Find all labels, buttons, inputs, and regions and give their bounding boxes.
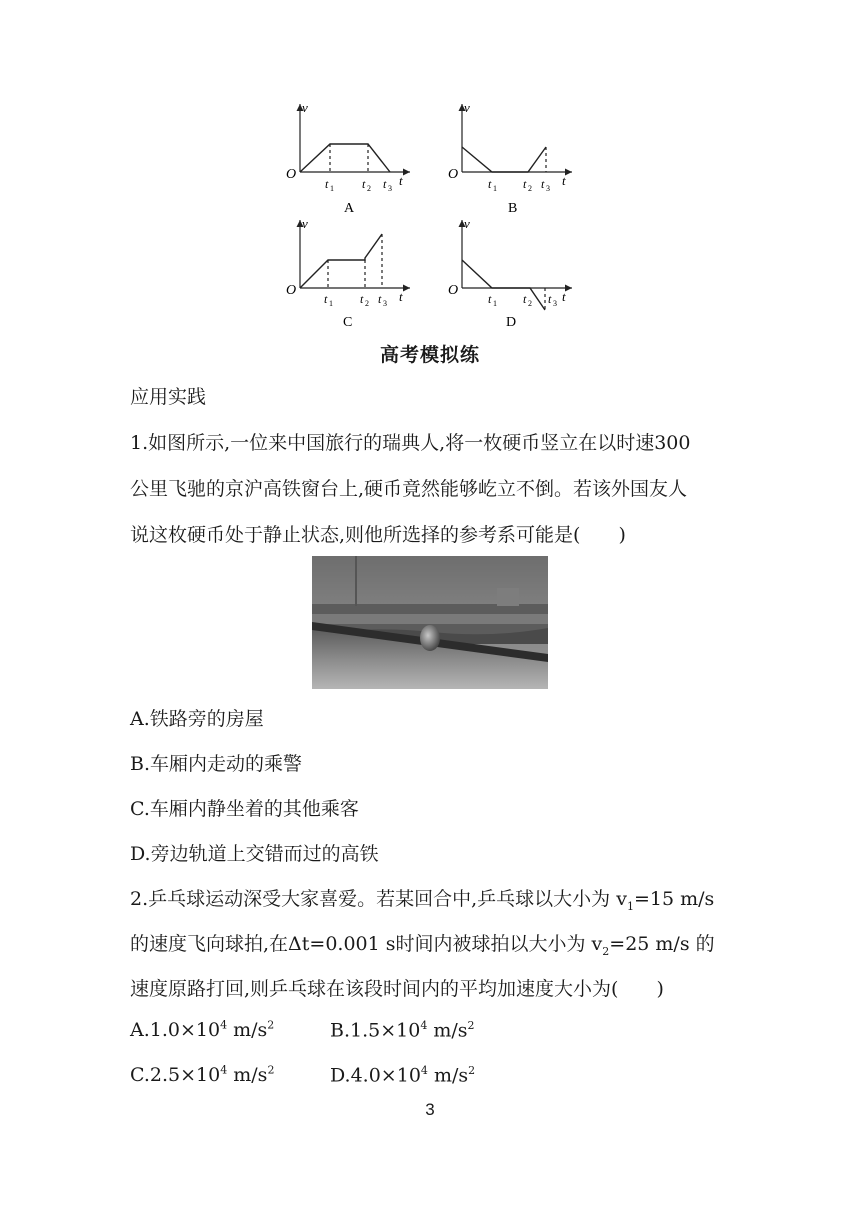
q2-v2-subscript: 2 xyxy=(602,944,610,958)
graph-b-t2-sub: 2 xyxy=(528,184,532,193)
graph-a-t1-sub: 1 xyxy=(330,184,334,193)
q2-option-c-base: C.2.5×10 xyxy=(130,1064,221,1087)
q1-line-1: 1.如图所示,一位来中国旅行的瑞典人,将一枚硬币竖立在以时速300 xyxy=(130,432,691,454)
q2-line-2 xyxy=(130,929,715,958)
q2-options-row-1 xyxy=(130,1019,730,1041)
q2-option-d xyxy=(330,1064,475,1086)
graph-a-t3-sub: 3 xyxy=(388,184,392,193)
graph-a-t2-sub: 2 xyxy=(367,184,371,193)
graph-b-caption: B xyxy=(508,201,518,216)
graph-d-t1: t xyxy=(488,292,492,306)
q2-option-a-base: A.1.0×10 xyxy=(130,1019,221,1042)
q2-option-b-unit-exp: 2 xyxy=(467,1019,475,1032)
q2-line-2-value: =25 m/s 的 xyxy=(609,933,715,955)
q2-option-d-base: D.4.0×10 xyxy=(330,1064,421,1087)
graph-b-t1: t xyxy=(488,177,492,191)
graph-d-origin: O xyxy=(448,283,459,298)
q2-option-b-base: B.1.5×10 xyxy=(330,1019,421,1042)
section-title: 高考模拟练 xyxy=(379,344,480,366)
q2-option-b xyxy=(330,1019,475,1041)
graph-c-t3: t xyxy=(378,292,382,306)
q2-line-1-value: =15 m/s xyxy=(633,888,715,910)
page-number: 3 xyxy=(425,1100,435,1119)
graph-c-origin: O xyxy=(286,283,297,298)
q2-option-d-unit: m/s xyxy=(427,1064,469,1087)
q2-option-b-exp: 4 xyxy=(420,1019,428,1032)
graph-b-t3: t xyxy=(541,177,545,191)
q2-option-b-unit: m/s xyxy=(427,1019,468,1042)
graph-a xyxy=(300,104,410,172)
q2-option-c-unit: m/s xyxy=(227,1064,268,1087)
graph-d-t2: t xyxy=(523,292,527,306)
graph-c-t3-sub: 3 xyxy=(383,299,387,308)
q2-option-c-unit-exp: 2 xyxy=(267,1064,275,1077)
coin-photo-svg xyxy=(312,556,548,689)
graph-c xyxy=(300,220,410,288)
vt-graphs-svg xyxy=(280,92,590,342)
graph-c-caption: C xyxy=(343,315,353,330)
q2-option-a-exp: 4 xyxy=(220,1019,228,1032)
q1-line-3: 说这枚硬币处于静止状态,则他所选择的参考系可能是( ) xyxy=(130,524,626,546)
graph-c-t-label: t xyxy=(399,289,403,304)
graph-d-t-label: t xyxy=(562,289,566,304)
q2-option-c xyxy=(130,1064,274,1086)
graph-a-origin: O xyxy=(286,167,297,182)
graph-c-t2: t xyxy=(360,292,364,306)
q2-option-a-unit-exp: 2 xyxy=(267,1019,275,1032)
q2-option-d-exp: 4 xyxy=(420,1064,428,1077)
graph-a-t1: t xyxy=(325,177,329,191)
q2-line-1 xyxy=(130,884,714,913)
q1-option-d: D.旁边轨道上交错而过的高铁 xyxy=(130,843,379,865)
q2-line-1-text: 2.乒乓球运动深受大家喜爱。若某回合中,乒乓球以大小为 v xyxy=(130,888,627,910)
graph-b-t1-sub: 1 xyxy=(493,184,497,193)
graph-d-caption: D xyxy=(506,315,517,330)
graph-d-v-label: v xyxy=(464,216,470,231)
q1-option-c: C.车厢内静坐着的其他乘客 xyxy=(130,798,359,820)
graph-c-v-label: v xyxy=(302,216,308,231)
graph-d-t1-sub: 1 xyxy=(493,299,497,308)
graph-d-t3: t xyxy=(548,292,552,306)
q1-option-a: A.铁路旁的房屋 xyxy=(130,708,264,730)
q2-option-a-unit: m/s xyxy=(227,1019,268,1042)
vt-graphs-figure xyxy=(280,92,590,342)
q1-option-b: B.车厢内走动的乘警 xyxy=(130,753,303,775)
q2-option-c-exp: 4 xyxy=(220,1064,228,1077)
graph-b-t-label: t xyxy=(562,173,566,188)
graph-b-origin: O xyxy=(448,167,459,182)
coin-on-window-photo xyxy=(312,556,548,689)
q2-option-d-unit-exp: 2 xyxy=(468,1064,476,1077)
graph-a-t3: t xyxy=(383,177,387,191)
graph-d-t3-sub: 3 xyxy=(553,299,557,308)
q1-line-2: 公里飞驰的京沪高铁窗台上,硬币竟然能够屹立不倒。若该外国友人 xyxy=(130,478,688,500)
q2-option-a xyxy=(130,1019,274,1041)
q2-options-row-2 xyxy=(130,1064,730,1086)
graph-a-v-label: v xyxy=(302,100,308,115)
graph-a-t-label: t xyxy=(399,173,403,188)
graph-b-t2: t xyxy=(523,177,527,191)
q2-v1-subscript: 1 xyxy=(626,899,634,913)
graph-c-t1: t xyxy=(324,292,328,306)
subsection-heading: 应用实践 xyxy=(130,386,207,408)
graph-a-t2: t xyxy=(362,177,366,191)
graph-c-t1-sub: 1 xyxy=(329,299,333,308)
graph-b-v-label: v xyxy=(464,100,470,115)
graph-b-t3-sub: 3 xyxy=(546,184,550,193)
q2-line-3: 速度原路打回,则乒乓球在该段时间内的平均加速度大小为( ) xyxy=(130,978,664,1000)
graph-c-t2-sub: 2 xyxy=(365,299,369,308)
graph-a-caption: A xyxy=(344,201,355,216)
graph-d-t2-sub: 2 xyxy=(528,299,532,308)
graph-d xyxy=(462,220,572,310)
q2-line-2-text: 的速度飞向球拍,在Δt=0.001 s时间内被球拍以大小为 v xyxy=(130,933,603,955)
graph-b xyxy=(462,104,572,172)
